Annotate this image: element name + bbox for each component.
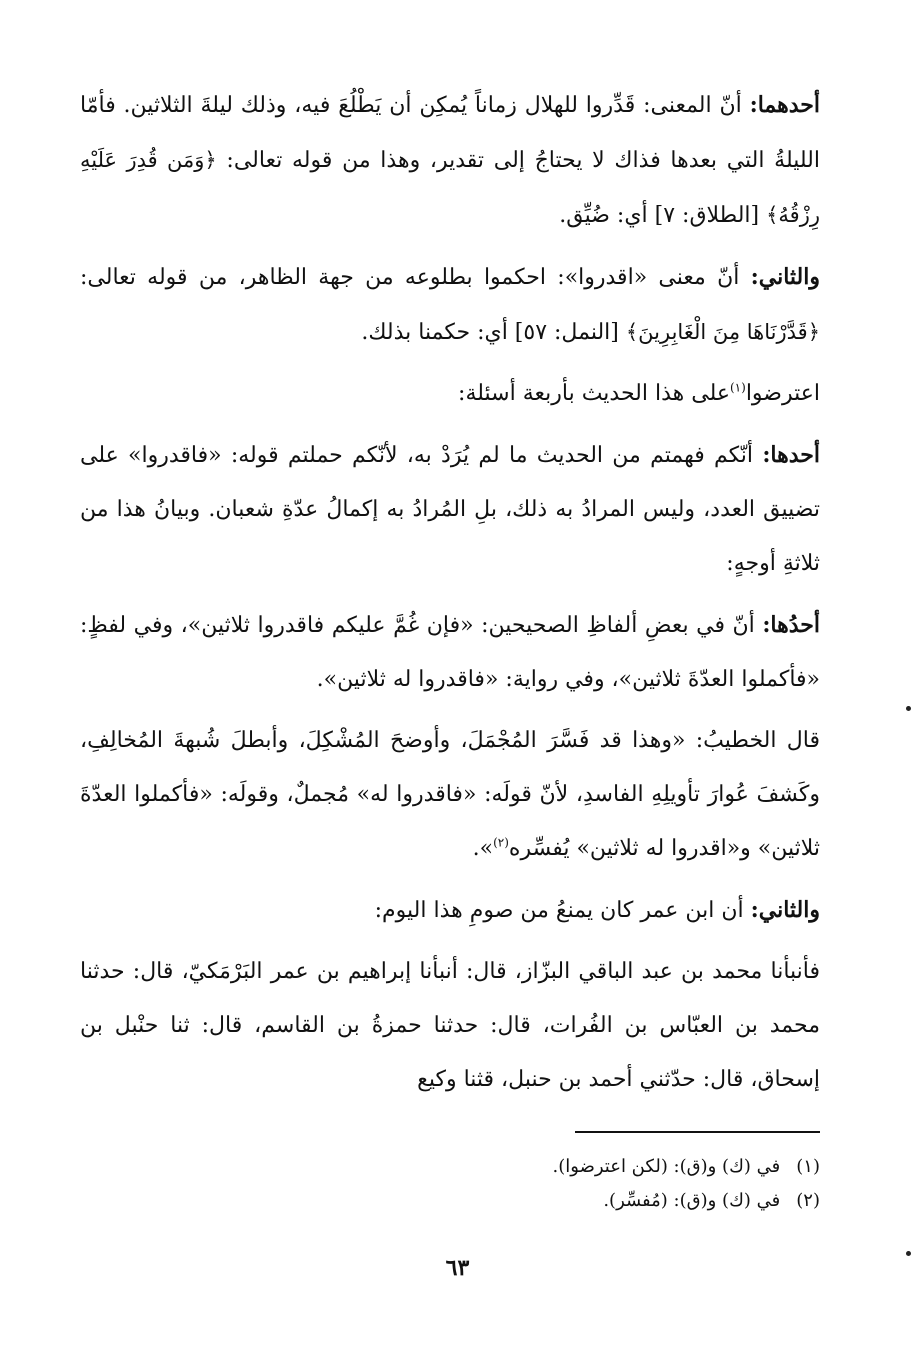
- margin-dot: [906, 706, 911, 711]
- paragraph: [80, 598, 820, 707]
- paragraph: [80, 428, 820, 591]
- paragraph-text: قال الخطيبُ: «وهذا قد فَسَّرَ المُجْمَلَ، وأوضحَ المُشْكِلَ، وأبطلَ شُبهةَ المُخالِفِ، وكَشفَ عُوارَ تأويلِهِ الفاسدِ، لأنّ قولَه: «فاقدروا له» مُجملٌ، وقولَه: «فأكملوا العدّةَ ثلاثين» و«اقدروا له ثلاثين» يُفسِّره: [80, 728, 820, 861]
- footnote: [80, 1184, 820, 1218]
- paragraph: [80, 250, 820, 360]
- paragraph-text: فأنبأنا محمد بن عبد الباقي البزّاز، قال: أنبأنا إبراهيم بن عمر البَرْمَكيّ، قال: حدثنا محمد بن العبّاس بن الفُرات، قال: حدثنا حمزةُ بن القاسم، قال: ثنا حنْبل بن إسحاق، قال: حدّثني أحمد بن حنبل، قثنا وكيع: [80, 959, 820, 1092]
- verse-reference: [النمل: ٥٧] أي: حكمنا بذلك.: [361, 320, 619, 345]
- paragraph: [80, 714, 820, 876]
- paragraph-text: أنّكم فهمتم من الحديث ما لم يُرَدْ به، لأنّكم حملتم قوله: «فاقدروا» على تضييق العدد، وليس المرادُ به ذلك، بلِ المُرادُ به إكمالُ عدّةِ شعبان. وبيانُ هذا من ثلاثةِ أوجهٍ:: [80, 443, 820, 576]
- paragraph-lead: أحدها:: [762, 442, 820, 468]
- paragraph-lead: أحدهما:: [749, 92, 820, 118]
- footnote-divider: [575, 1131, 820, 1133]
- paragraph-text: أنّ معنى «اقدروا»: احكموا بطلوعه من جهة الظاهر، من قوله تعالى:: [80, 265, 740, 290]
- paragraph-lead: أحدُها:: [762, 612, 820, 638]
- paragraph-text: على هذا الحديث بأربعة أسئلة:: [458, 381, 730, 406]
- paragraph-lead: والثاني:: [750, 897, 820, 923]
- paragraph: [80, 883, 820, 938]
- footnote-text: في (ك) و(ق): (لكن اعترضوا).: [552, 1156, 781, 1177]
- paragraph-text: أنّ في بعضِ ألفاظِ الصحيحين: «فإن غُمَّ عليكم فاقدروا ثلاثين»، وفي لفظٍ: «فأكملوا العدّةَ ثلاثين»، وفي رواية: «فاقدروا له ثلاثين».: [80, 613, 820, 692]
- quran-verse: ﴿قَدَّرْنَاهَا مِنَ الْغَابِرِينَ﴾: [625, 320, 820, 344]
- page-number: ٦٣: [445, 1255, 470, 1281]
- paragraph: [80, 945, 820, 1107]
- footnotes: [80, 1150, 820, 1218]
- paragraph-text: اعترضوا: [745, 381, 820, 406]
- quran-verse: ﴿وَمَن قُدِرَ عَلَيْهِ رِزْقُهُ﴾: [80, 148, 820, 227]
- footnote-number: (١): [796, 1156, 820, 1177]
- footnote: [80, 1150, 820, 1184]
- paragraph: [80, 78, 820, 243]
- page-body: [80, 78, 820, 1114]
- paragraph-text: ».: [472, 836, 494, 861]
- paragraph-text: أن ابن عمر كان يمنعُ من صومِ هذا اليوم:: [374, 898, 744, 923]
- footnote-marker: (٢): [493, 835, 509, 850]
- footnote-marker: (١): [729, 380, 746, 395]
- paragraph-text: أنّ المعنى: قَدِّروا للهلال زماناً يُمكِن أن يَطْلُعَ فيه، وذلك ليلةَ الثلاثين. فأمّا الليلةُ التي بعدها فذاك لا يحتاجُ إلى تقدير، وهذا من قوله تعالى:: [80, 93, 820, 173]
- footnote-number: (٢): [796, 1190, 820, 1211]
- paragraph: [80, 367, 820, 421]
- paragraph-lead: والثاني:: [750, 264, 820, 290]
- verse-reference: [الطلاق: ٧] أي: ضُيِّق.: [559, 203, 760, 228]
- margin-dot: [906, 1251, 911, 1256]
- footnote-text: في (ك) و(ق): (مُفسِّر).: [603, 1190, 781, 1211]
